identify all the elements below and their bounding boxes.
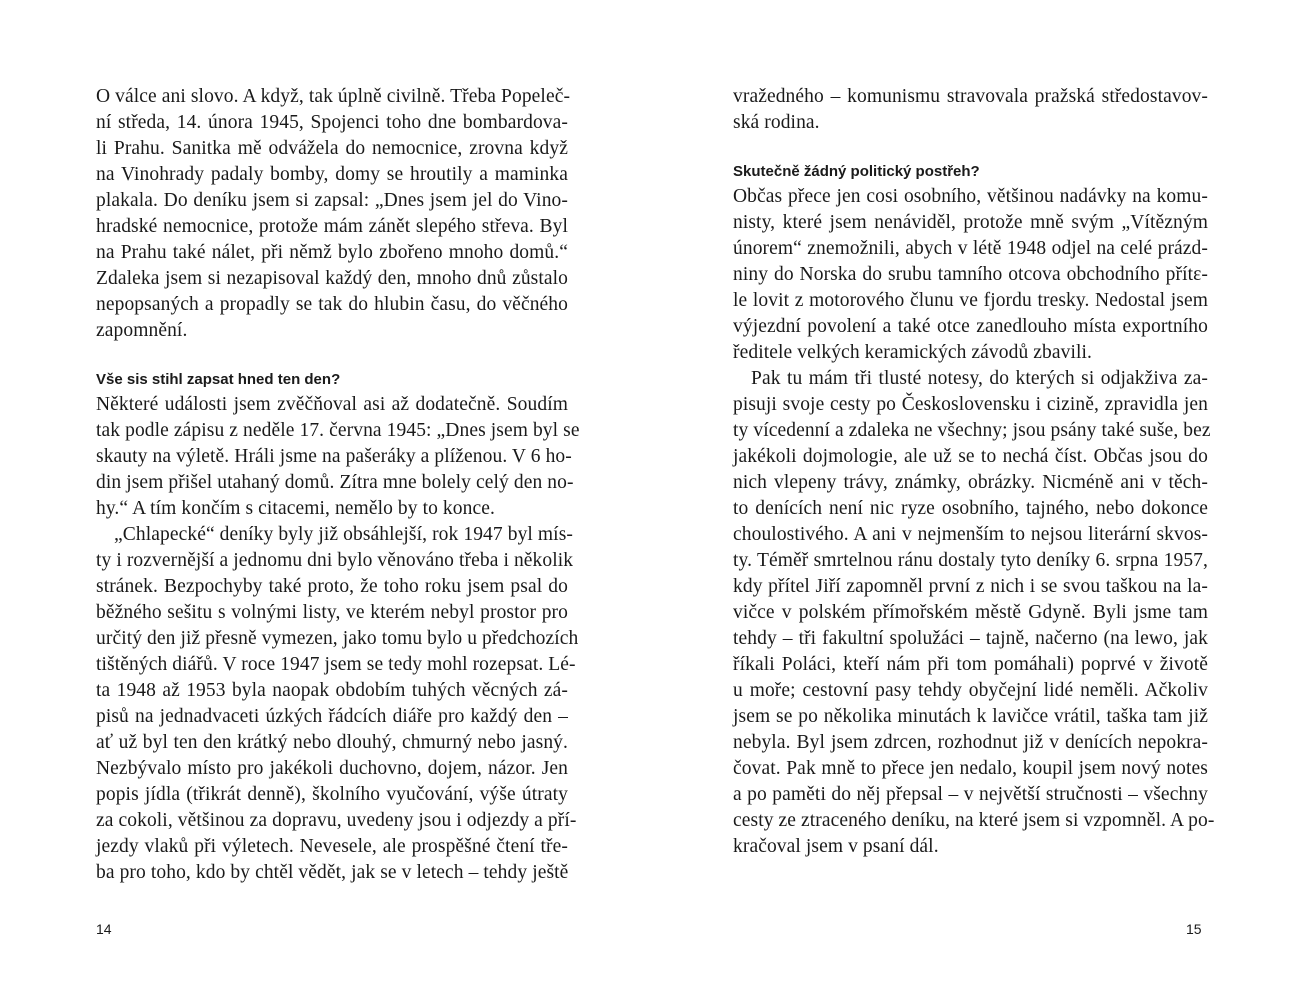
text-line: určitý den již přesně vymezen, jako tomu bylo u předchozích bbox=[96, 628, 579, 649]
text-line: nisty, které jsem nenáviděl, protože mně svým „Vítězným bbox=[733, 212, 1208, 233]
section-heading: Skutečně žádný politický postřeh? bbox=[733, 163, 980, 180]
page-number: 14 bbox=[96, 921, 112, 937]
text-line: nepopsaných a propadly se tak do hlubin času, do věčného bbox=[96, 294, 568, 315]
text-line: li Prahu. Sanitka mě odvážela do nemocnice, zrovna když bbox=[96, 138, 568, 159]
text-line: za cokoli, většinou za dopravu, uvedeny jsou i odjezdy a pří- bbox=[96, 810, 577, 831]
text-line: ty vícedenní a zdaleka ne všechny; jsou psány také suše, bez bbox=[733, 420, 1211, 441]
text-line: Pak tu mám tři tlusté notesy, do kterých si odjakživa za- bbox=[751, 368, 1208, 389]
text-line: čovat. Pak mně to přece jen nedalo, koupil jsem nový notes bbox=[733, 758, 1208, 779]
text-line: le lovit z motorového člunu ve fjordu tresky. Nedostal jsem bbox=[733, 290, 1208, 311]
text-line: O válce ani slovo. A když, tak úplně civilně. Třeba Popeleč- bbox=[96, 86, 571, 107]
text-line: únorem“ znemožnili, abych v létě 1948 odjel na celé prázd- bbox=[733, 238, 1208, 259]
text-line: jsem se po několika minutách k lavičce vrátil, taška tam již bbox=[733, 706, 1208, 727]
text-line: Některé události jsem zvěčňoval asi až dodatečně. Soudím bbox=[96, 394, 568, 415]
text-line: běžného sešitu s volnými listy, ve kterém nebyl prostor pro bbox=[96, 602, 568, 623]
text-line: ať už byl ten den krátký nebo dlouhý, chmurný nebo jasný. bbox=[96, 732, 568, 753]
text-line: hradské nemocnice, protože mám zánět slepého střeva. Byl bbox=[96, 216, 568, 237]
text-line: pisů na jednadvaceti úzkých řádcích diáře pro každý den – bbox=[96, 706, 568, 727]
text-line: pisuji svoje cesty po Československu i cizině, zpravidla jen bbox=[733, 394, 1208, 415]
right-page bbox=[649, 0, 1298, 1000]
text-line: vražedného – komunismu stravovala pražská středostavov- bbox=[733, 86, 1208, 107]
text-line: zapomnění. bbox=[96, 320, 188, 341]
text-line: ní středa, 14. února 1945, Spojenci toho dne bombardova- bbox=[96, 112, 568, 133]
text-line: ba pro toho, kdo by chtěl vědět, jak se v letech – tehdy ještě bbox=[96, 862, 569, 883]
text-line: niny do Norska do srubu tamního otcova obchodního přítε- bbox=[733, 264, 1208, 285]
text-line: Nezbývalo místo pro jakékoli duchovno, dojem, názor. Jen bbox=[96, 758, 568, 779]
text-line: Zdaleka jsem si nezapisoval každý den, mnoho dnů zůstalo bbox=[96, 268, 568, 289]
text-line: plakala. Do deníku jsem si zapsal: „Dnes jsem jel do Vino- bbox=[96, 190, 568, 211]
text-line: kračoval jsem v psaní dál. bbox=[733, 836, 939, 857]
text-line: ty. Téměř smrtelnou ránu dostaly tyto deníky 6. srpna 1957, bbox=[733, 550, 1208, 571]
text-line: říkali Poláci, kteří nám při tom pomáhali) poprvé v životě bbox=[733, 654, 1208, 675]
text-line: nich vlepeny trávy, známky, obrázky. Nicméně ani v těch- bbox=[733, 472, 1208, 493]
text-line: din jsem přišel utahaný domů. Zítra mne bolely celý den no- bbox=[96, 472, 574, 493]
text-line: ta 1948 až 1953 byla naopak obdobím tuhých věcných zá- bbox=[96, 680, 568, 701]
text-line: skauty na výletě. Hráli jsme na pašeráky a plíženou. V 6 ho- bbox=[96, 446, 572, 467]
text-line: jakékoli dojmologie, ale už se to nechá číst. Občas jsou do bbox=[733, 446, 1208, 467]
text-line: na Prahu také nálet, při němž bylo zbořeno mnoho domů.“ bbox=[96, 242, 568, 263]
text-line: „Chlapecké“ deníky byly již obsáhlejší, rok 1947 byl mís- bbox=[114, 524, 573, 545]
text-line: na Vinohrady padaly bomby, domy se hroutily a maminka bbox=[96, 164, 568, 185]
text-line: a po paměti do něj přepsal – v největší stručnosti – všechny bbox=[733, 784, 1208, 805]
page-number: 15 bbox=[1186, 921, 1202, 937]
text-line: tištěných diářů. V roce 1947 jsem se tedy mohl rozepsat. Lé- bbox=[96, 654, 576, 675]
text-line: vičce v polském přímořském městě Gdyně. Byli jsme tam bbox=[733, 602, 1208, 623]
text-line: stránek. Bezpochyby také proto, že toho roku jsem psal do bbox=[96, 576, 568, 597]
text-line: ty i rozvernější a jednomu dni bylo věnováno třeba i několik bbox=[96, 550, 574, 571]
text-line: tehdy – tři fakultní spolužáci – tajně, načerno (na lewo, jak bbox=[733, 628, 1208, 649]
section-heading: Vše sis stihl zapsat hned ten den? bbox=[96, 371, 341, 388]
text-line: jezdy vlaků při výletech. Nevesele, ale prospěšné čtení tře- bbox=[96, 836, 568, 857]
text-line: ská rodina. bbox=[733, 112, 820, 133]
text-line: Občas přece jen cosi osobního, většinou nadávky na komu- bbox=[733, 186, 1208, 207]
text-line: to denících není nic ryze osobního, tajného, nebo dokonce bbox=[733, 498, 1208, 519]
text-line: cesty ze ztraceného deníku, na které jsem si vzpomněl. A po- bbox=[733, 810, 1215, 831]
text-line: choulostivého. A ani v nejmenším to nejsou literární skvos- bbox=[733, 524, 1208, 545]
text-line: u moře; cestovní pasy tehdy obyčejní lidé neměli. Ačkoliv bbox=[733, 680, 1208, 701]
text-line: výjezdní povolení a také otce zanedlouho místa exportního bbox=[733, 316, 1208, 337]
text-line: tak podle zápisu z neděle 17. června 1945: „Dnes jsem byl se bbox=[96, 420, 580, 441]
text-line: popis jídla (třikrát denně), školního vyučování, výše útraty bbox=[96, 784, 568, 805]
text-line: ředitele velkých keramických závodů zbavili. bbox=[733, 342, 1093, 363]
text-line: nebyla. Byl jsem zdrcen, rozhodnut již v denících nepokra- bbox=[733, 732, 1208, 753]
text-line: kdy přítel Jiří zapomněl první z nich i se svou taškou na la- bbox=[733, 576, 1208, 597]
text-line: hy.“ A tím končím s citacemi, nemělo by to konce. bbox=[96, 498, 495, 519]
